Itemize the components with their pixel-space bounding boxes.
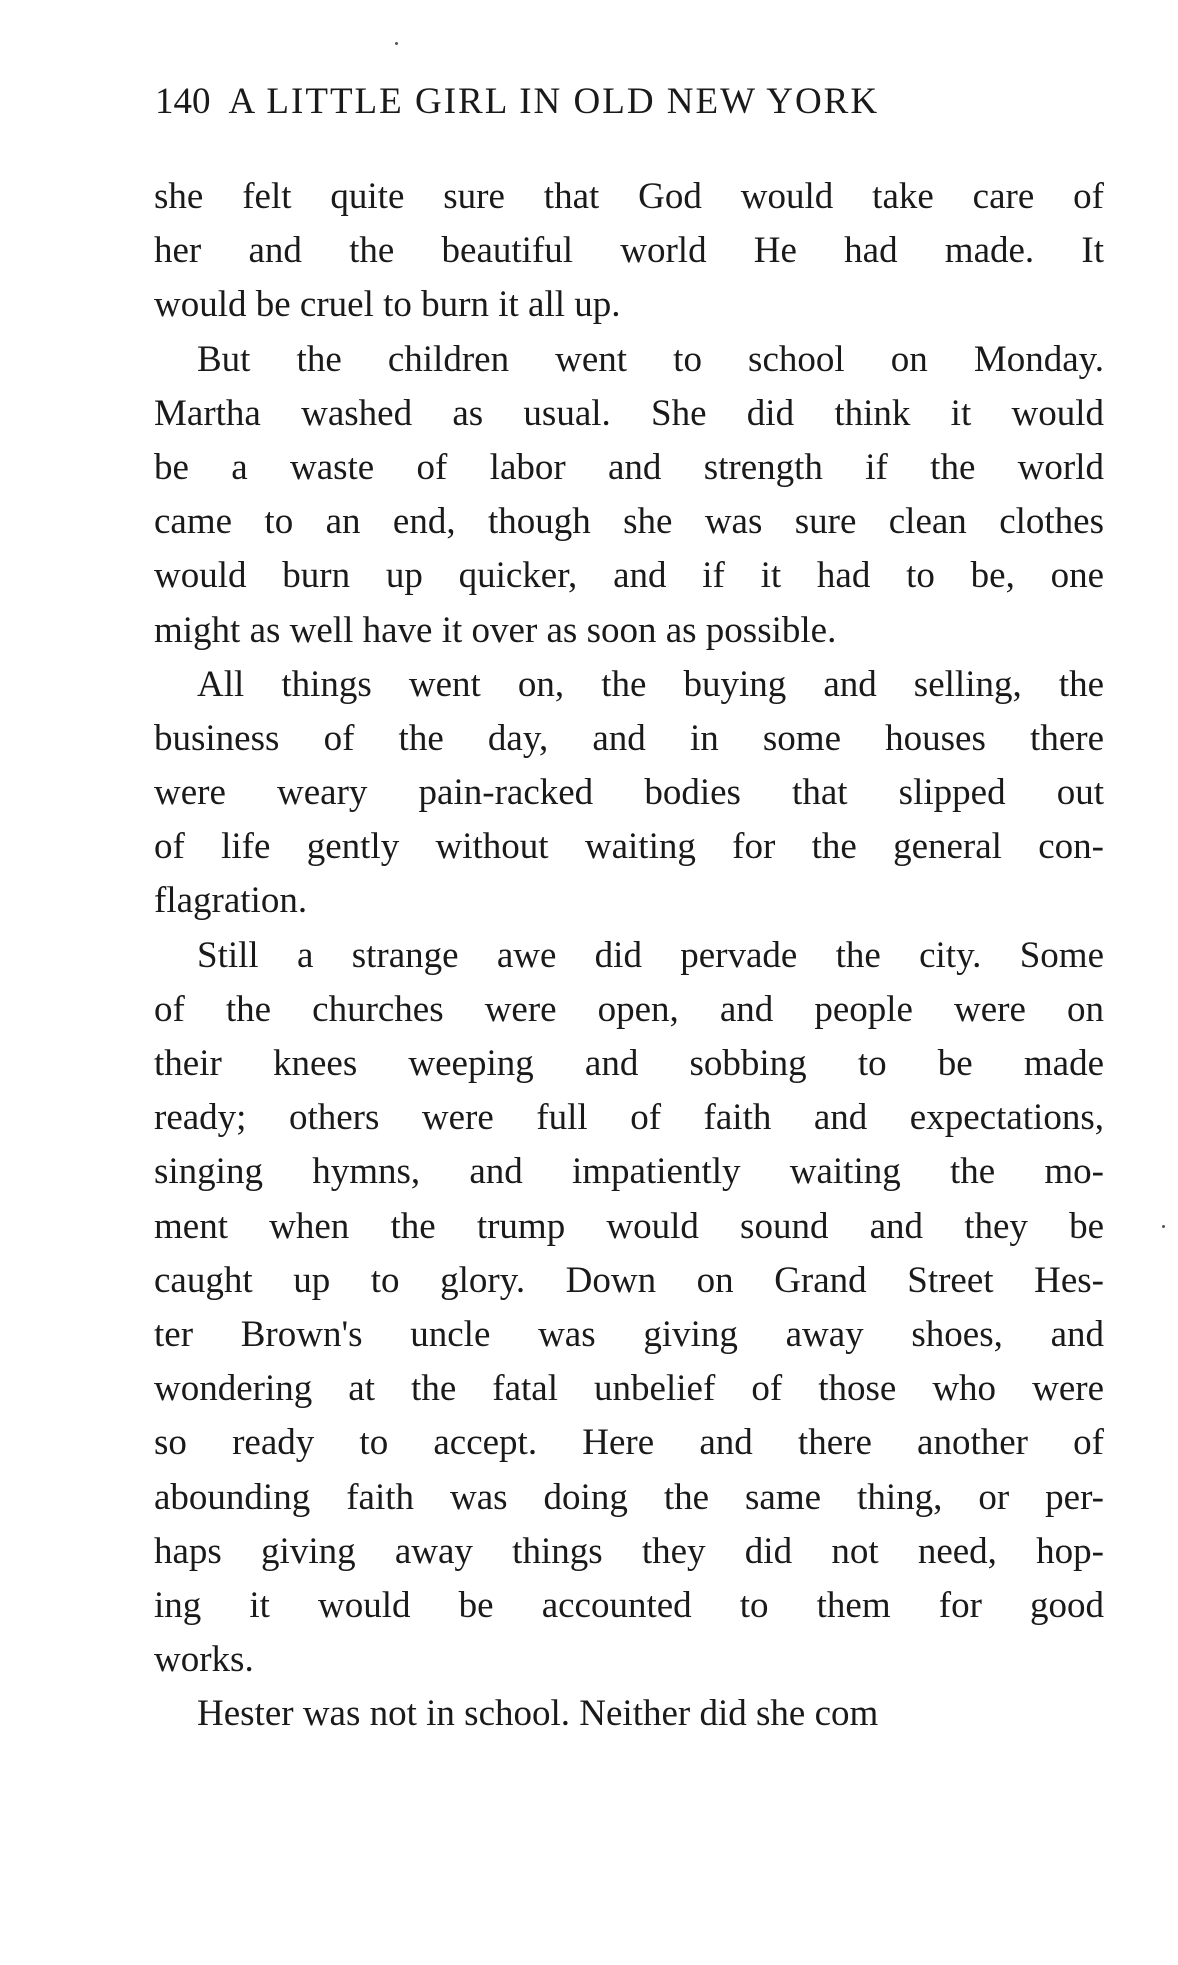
text-line: ing it would be accounted to them for good: [154, 1584, 1104, 1626]
text-line: haps giving away things they did not need, hop-: [154, 1530, 1104, 1572]
body-text: [154, 170, 1104, 1741]
text-line: ment when the trump would sound and they be: [154, 1205, 1104, 1247]
text-line: ready; others were full of faith and expectations,: [154, 1097, 1104, 1139]
text-line: be a waste of labor and strength if the world: [154, 446, 1104, 488]
paragraph-start-line: All things went on, the buying and selling, the: [197, 663, 1104, 705]
paragraph-start-line: Still a strange awe did pervade the city. Some: [197, 934, 1104, 976]
page-number: 140: [155, 81, 211, 122]
running-head: [155, 80, 1025, 124]
text-line: works.: [154, 1639, 254, 1681]
text-line: ter Brown's uncle was giving away shoes, and: [154, 1313, 1104, 1355]
text-line: she felt quite sure that God would take care of: [154, 176, 1104, 217]
running-title: A LITTLE GIRL IN OLD NEW YORK: [228, 81, 880, 122]
text-line: wondering at the fatal unbelief of those who were: [154, 1368, 1104, 1410]
text-line: might as well have it over as soon as possible.: [154, 609, 837, 651]
text-line: singing hymns, and impatiently waiting the mo-: [154, 1151, 1104, 1193]
text-line: flagration.: [154, 880, 308, 922]
paragraph-start-line: Hester was not in school. Neither did she com: [197, 1693, 879, 1735]
paragraph-start-line: But the children went to school on Monday.: [197, 338, 1104, 380]
text-line: their knees weeping and sobbing to be made: [154, 1043, 1104, 1084]
text-line: Martha washed as usual. She did think it would: [154, 392, 1104, 434]
text-line: came to an end, though she was sure clean clothes: [154, 501, 1104, 543]
text-line: would burn up quicker, and if it had to be, one: [154, 555, 1104, 597]
text-line: so ready to accept. Here and there another of: [154, 1422, 1104, 1464]
text-line: abounding faith was doing the same thing, or per-: [154, 1476, 1104, 1518]
text-line: were weary pain-racked bodies that slipped out: [154, 772, 1104, 814]
text-line: of life gently without waiting for the general con-: [154, 826, 1104, 868]
print-speck: [1162, 1225, 1165, 1228]
text-line: her and the beautiful world He had made. It: [154, 230, 1104, 272]
print-speck: [395, 42, 398, 45]
text-line: business of the day, and in some houses there: [154, 717, 1104, 759]
text-line: of the churches were open, and people were on: [154, 988, 1104, 1030]
text-line: caught up to glory. Down on Grand Street Hes-: [154, 1259, 1104, 1301]
text-line: would be cruel to burn it all up.: [154, 284, 621, 326]
